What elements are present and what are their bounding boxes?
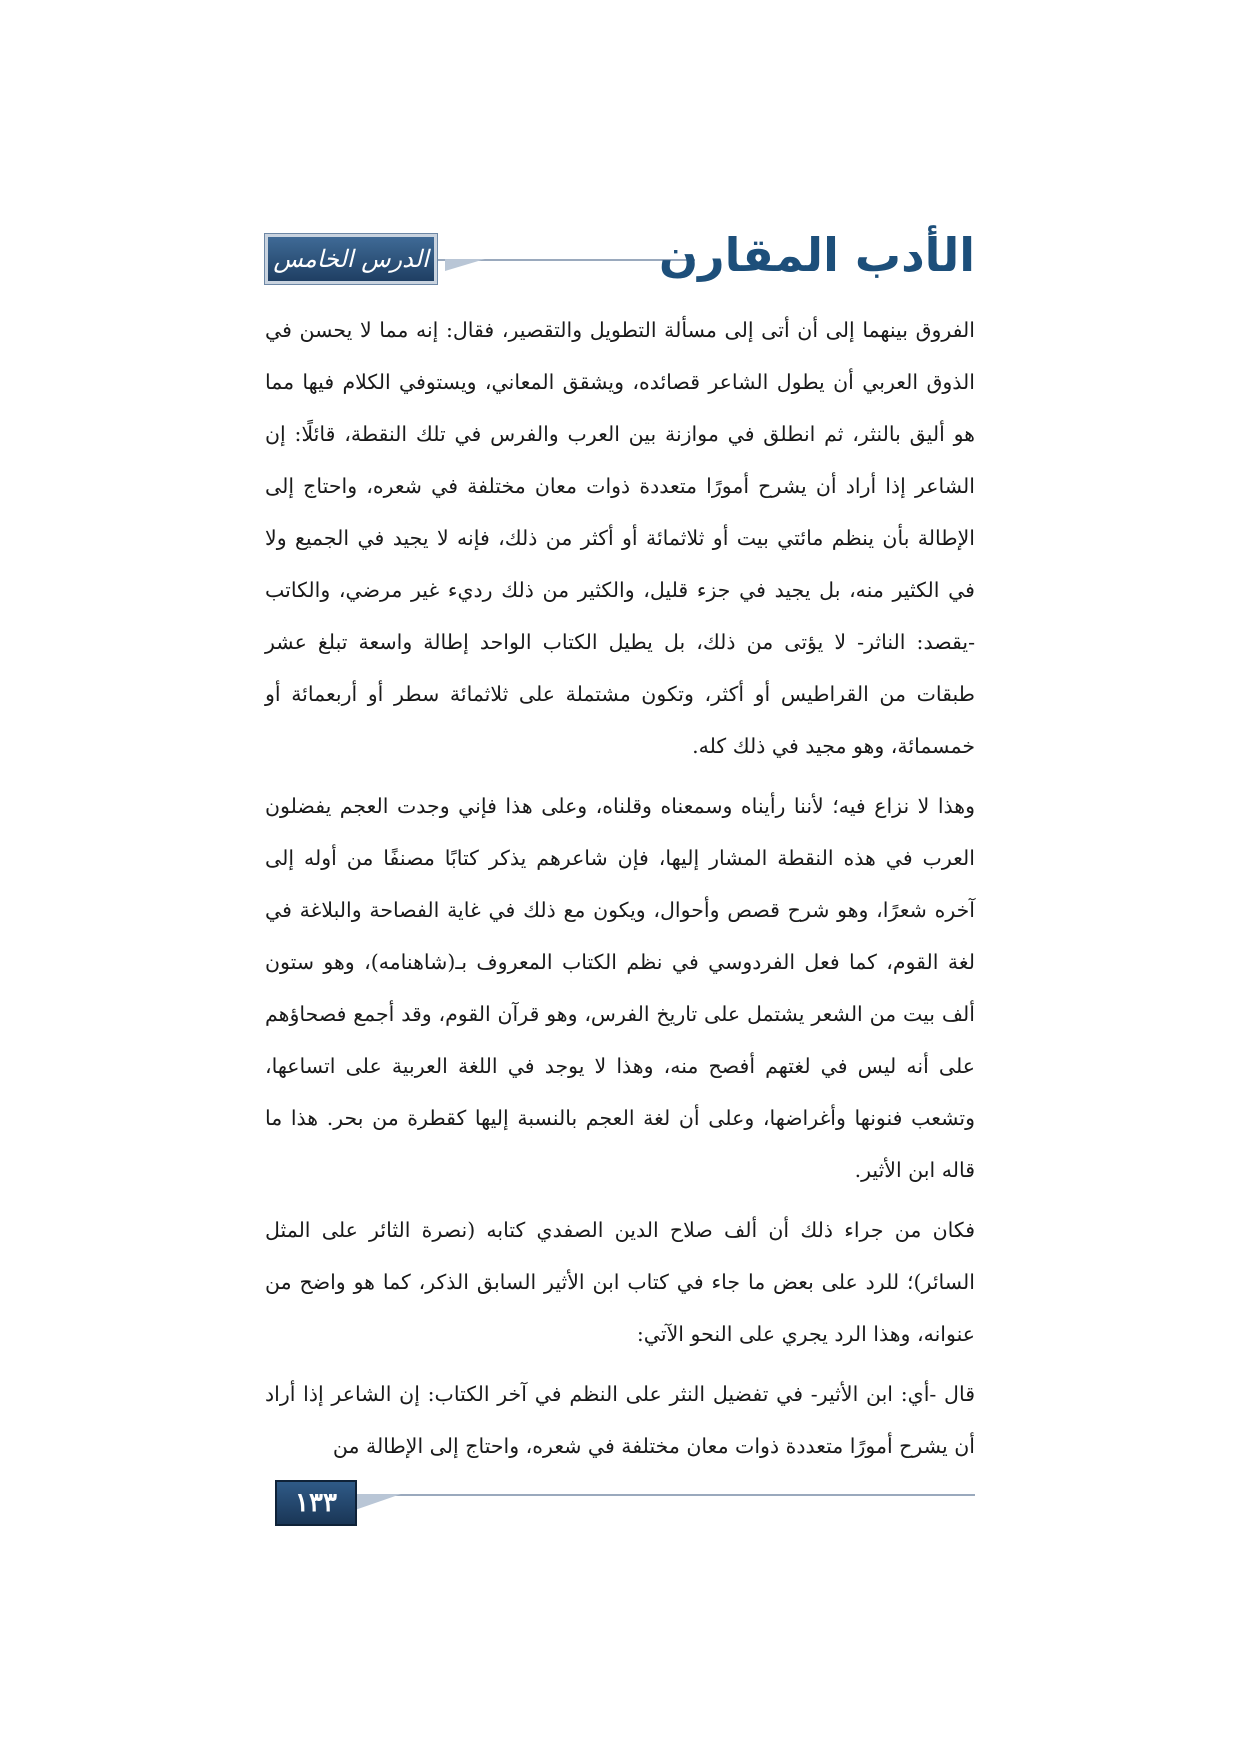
footer-divider-line bbox=[355, 1494, 975, 1496]
header-divider-wedge bbox=[445, 259, 485, 271]
book-title: الأدب المقارن bbox=[658, 228, 975, 282]
paragraph-2: وهذا لا نزاع فيه؛ لأننا رأيناه وسمعناه وقلناه، وعلى هذا فإني وجدت العجم يفضلون العرب في هذه النقطة المشار إليها، فإن شاعرهم يذكر كتابًا مصنفًا من أوله إلى آخره شعرًا، وهو شرح قصص وأحوال، ويكون مع ذلك في غاية الفصاحة والبلاغة في لغة القوم، كما فعل الفردوسي في نظم الكتاب المعروف بـ(شاهنامه)، وهو ستون ألف بيت من الشعر يشتمل على تاريخ الفرس، وهو قرآن القوم، وقد أجمع فصحاؤهم على أنه ليس في لغتهم أفصح منه، وهذا لا يوجد في اللغة العربية على اتساعها، وتشعب فنونها وأغراضها، وعلى أن لغة العجم بالنسبة إليها كقطرة من بحر. هذا ما قاله ابن الأثير. bbox=[265, 794, 975, 1182]
page-number: ١٣٣ bbox=[275, 1480, 357, 1526]
paragraph-3: فكان من جراء ذلك أن ألف صلاح الدين الصفدي كتابه (نصرة الثائر على المثل السائر)؛ للرد على بعض ما جاء في كتاب ابن الأثير السابق الذكر، كما هو واضح من عنوانه، وهذا الرد يجري على النحو الآتي: bbox=[265, 1218, 975, 1346]
paragraph-4: قال -أي: ابن الأثير- في تفضيل النثر على النظم في آخر الكتاب: إن الشاعر إذا أراد أن يشرح أمورًا متعددة ذوات معان مختلفة في شعره، واحتاج إلى الإطالة من bbox=[265, 1382, 975, 1458]
page-footer bbox=[275, 1480, 975, 1530]
footer-divider-wedge bbox=[355, 1494, 401, 1510]
page-header bbox=[265, 228, 975, 292]
body-text bbox=[265, 304, 975, 1480]
lesson-badge: الدرس الخامس bbox=[265, 234, 437, 284]
paragraph-1: الفروق بينهما إلى أن أتى إلى مسألة التطويل والتقصير، فقال: إنه مما لا يحسن في الذوق العربي أن يطول الشاعر قصائده، ويشقق المعاني، ويستوفي الكلام فيها مما هو أليق بالنثر، ثم انطلق في موازنة بين العرب والفرس في تلك النقطة، قائلًا: إن الشاعر إذا أراد أن يشرح أمورًا متعددة ذوات معان مختلفة في شعره، واحتاج إلى الإطالة بأن ينظم مائتي بيت أو ثلاثمائة أو أكثر من ذلك، فإنه لا يجيد في الجميع ولا في الكثير منه، بل يجيد في جزء قليل، والكثير من ذلك رديء غير مرضي، والكاتب -يقصد: الناثر- لا يؤتى من ذلك، بل يطيل الكتاب الواحد إطالة واسعة تبلغ عشر طبقات من القراطيس أو أكثر، وتكون مشتملة على ثلاثمائة سطر أو أربعمائة أو خمسمائة، وهو مجيد في ذلك كله. bbox=[265, 318, 975, 758]
